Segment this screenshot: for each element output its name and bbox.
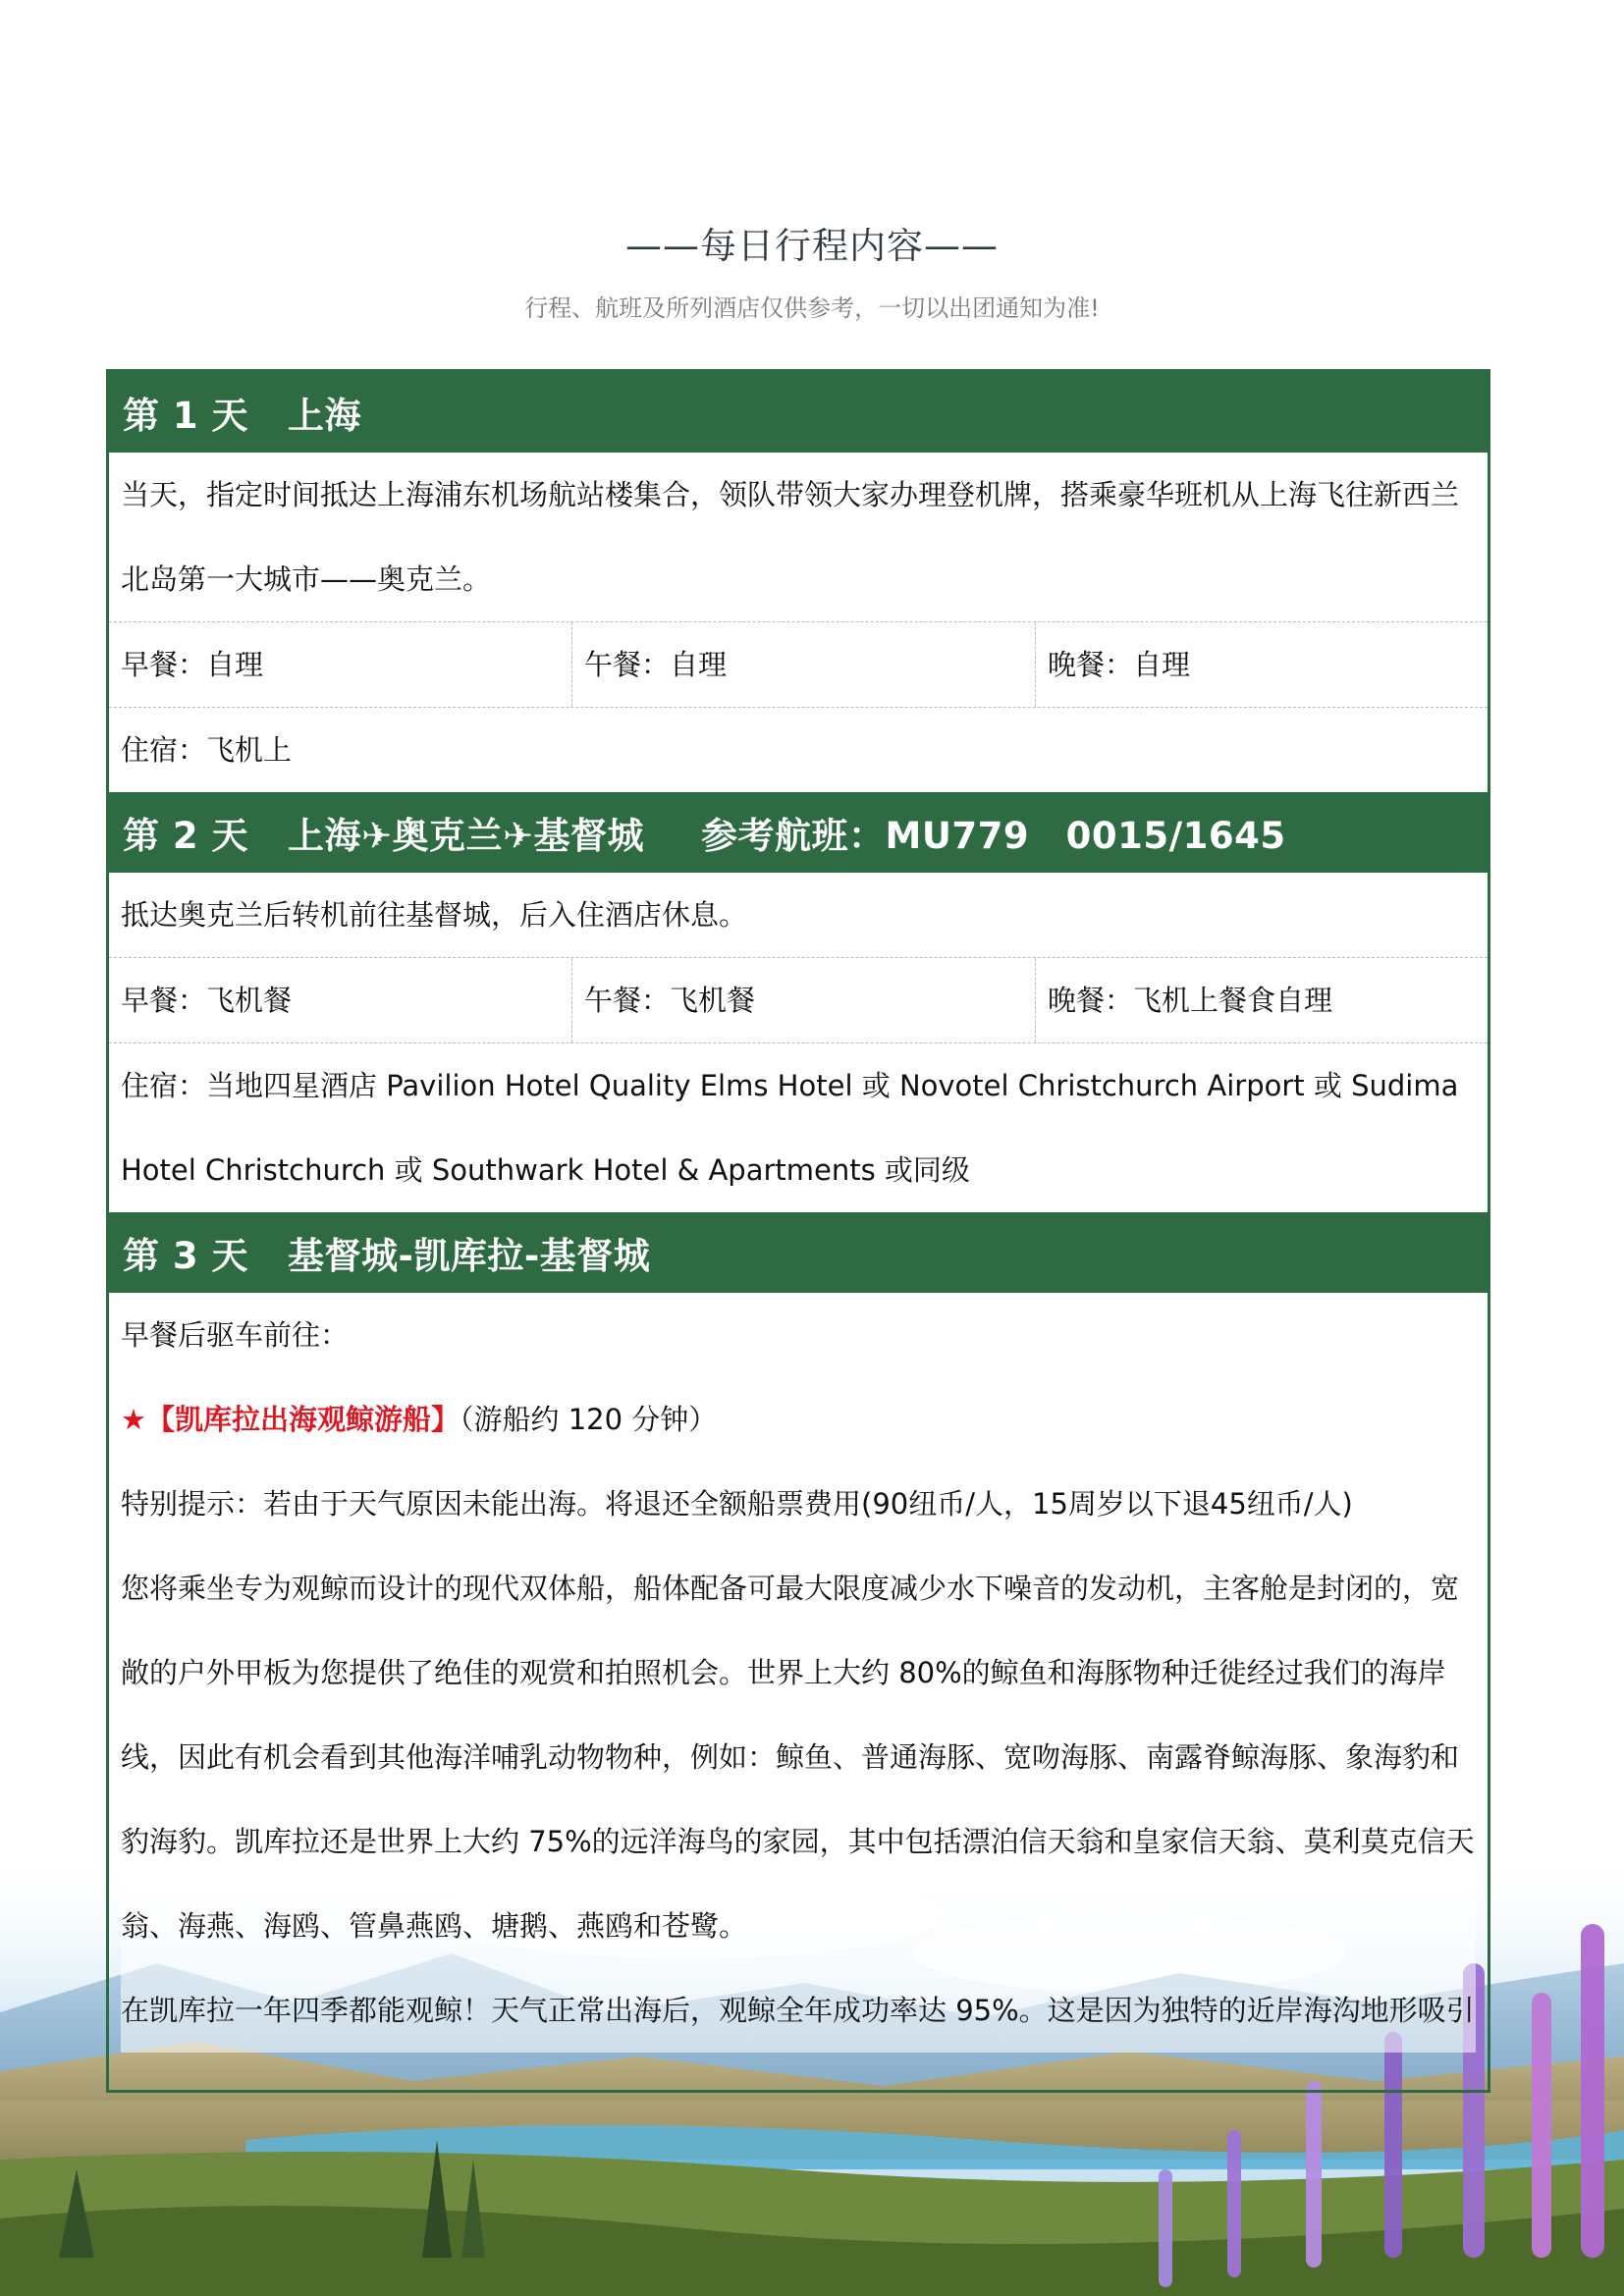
- day-3-number: 第 3 天: [123, 1235, 249, 1277]
- day-1-route: 上海: [288, 395, 362, 437]
- day-1-meals: [109, 622, 1488, 708]
- day-2-lunch: 午餐：飞机餐: [572, 958, 1036, 1042]
- day-2-number: 第 2 天: [123, 815, 249, 857]
- day-2-header: [109, 792, 1488, 873]
- day-3-last-line: 在凯库拉一年四季都能观鲸！天气正常出海后，观鲸全年成功率达 95%。这是因为独特的近岸海沟地形吸引: [121, 1968, 1476, 2053]
- day-2-route: 上海✈奥克兰✈基督城: [288, 815, 645, 857]
- star-icon: ★: [121, 1403, 146, 1436]
- day-3-highlight: [121, 1377, 1476, 1462]
- day-1-dinner: 晚餐：自理: [1048, 648, 1191, 681]
- day-2-dinner: 晚餐：飞机上餐食自理: [1048, 984, 1333, 1017]
- day-3-highlight-note: （游船约 120 分钟）: [460, 1403, 718, 1436]
- day-3-intro: 早餐后驱车前往：: [121, 1318, 350, 1352]
- day-1-breakfast: 早餐：自理: [109, 622, 572, 707]
- day-3-header: [109, 1212, 1488, 1293]
- day-2-meals: [109, 958, 1488, 1043]
- day-3-tip: 特别提示：若由于天气原因未能出海。将退还全额船票费用(90纽币/人，15周岁以下退45纽币/人): [121, 1487, 1353, 1521]
- day-2-lodging: 住宿：当地四星酒店 Pavilion Hotel Quality Elms Hotel 或 Novotel Christchurch Airport 或 Sudima Hotel Christchurch 或 Southwark Hotel & Apartments 或同级: [109, 1043, 1488, 1212]
- day-3-content: [109, 1293, 1488, 2053]
- day-1-lodging: 住宿：飞机上: [109, 708, 1488, 792]
- day-1-lunch: 午餐：自理: [572, 622, 1036, 707]
- page-title: ——每日行程内容——: [625, 225, 999, 267]
- itinerary-table: [106, 369, 1490, 2093]
- day-3-highlight-title: 【凯库拉出海观鲸游船】: [146, 1403, 460, 1436]
- day-3-paragraph: 您将乘坐专为观鲸而设计的现代双体船，船体配备可最大限度减少水下噪音的发动机，主客舱是封闭的，宽敞的户外甲板为您提供了绝佳的观赏和拍照机会。世界上大约 80%的鲸鱼和海豚物种迁徙经过我们的海岸线，因此有机会看到其他海洋哺乳动物物种，例如：鲸鱼、普通海豚、宽吻海豚、南露脊鲸海豚、象海豹和豹海豹。凯库拉还是世界上大约 75%的远洋海鸟的家园，其中包括漂泊信天翁和皇家信天翁、莫利莫克信天翁、海燕、海鸥、管鼻燕鸥、塘鹅、燕鸥和苍鹭。: [121, 1546, 1476, 1968]
- day-1-description: 当天，指定时间抵达上海浦东机场航站楼集合，领队带领大家办理登机牌，搭乘豪华班机从上海飞往新西兰北岛第一大城市——奥克兰。: [109, 453, 1488, 622]
- page-subtitle: 行程、航班及所列酒店仅供参考，一切以出团通知为准!: [524, 294, 1100, 322]
- day-2-breakfast: 早餐：飞机餐: [109, 958, 572, 1042]
- day-1-header: [109, 372, 1488, 453]
- day-2-flight: 参考航班：MU779 0015/1645: [701, 815, 1286, 857]
- day-2-description: 抵达奥克兰后转机前往基督城，后入住酒店休息。: [109, 873, 1488, 958]
- day-1-number: 第 1 天: [123, 395, 249, 437]
- day-3-route: 基督城-凯库拉-基督城: [288, 1235, 651, 1277]
